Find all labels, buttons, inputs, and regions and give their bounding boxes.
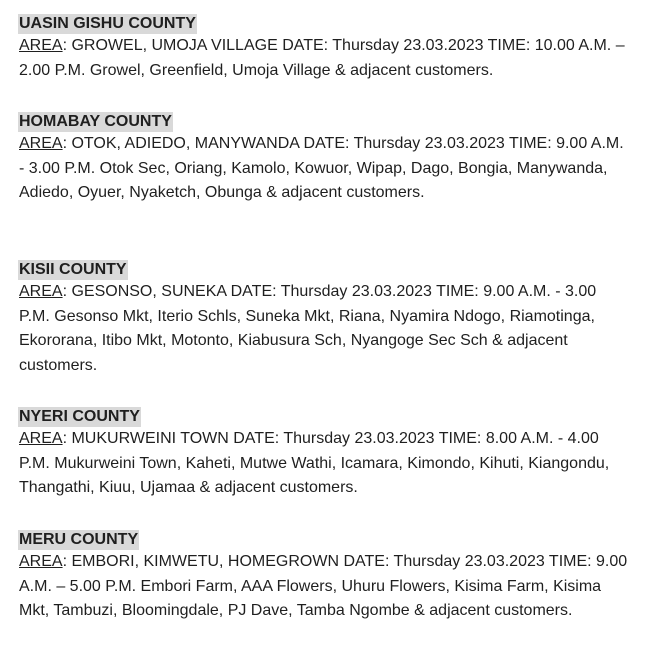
area-label: AREA — [19, 135, 63, 152]
area-label: AREA — [19, 553, 63, 570]
section-uasin-gishu — [19, 14, 629, 83]
section-text: : GROWEL, UMOJA VILLAGE DATE: Thursday 23.03.2023 TIME: 10.00 A.M. – 2.00 P.M. Growel, Greenfield, Umoja Village & adjacent customers. — [19, 37, 625, 79]
section-text: : EMBORI, KIMWETU, HOMEGROWN DATE: Thursday 23.03.2023 TIME: 9.00 A.M. – 5.00 P.M. Embori Farm, AAA Flowers, Uhuru Flowers, Kisima Farm, Kisima Mkt, Tambuzi, Bloomingdale, PJ Dave, Tamba Ngombe & adjacent customers. — [19, 553, 628, 619]
area-label: AREA — [19, 283, 63, 300]
county-heading: KISII COUNTY — [19, 261, 127, 278]
section-body — [19, 34, 629, 83]
section-text: : OTOK, ADIEDO, MANYWANDA DATE: Thursday 23.03.2023 TIME: 9.00 A.M. - 3.00 P.M. Otok Sec, Oriang, Kamolo, Kowuor, Wipap, Dago, Bongia, Manywanda, Adiedo, Oyuer, Nyaketch, Obunga & adjacent customers. — [19, 135, 624, 201]
section-nyeri — [19, 407, 629, 501]
county-heading: UASIN GISHU COUNTY — [19, 15, 196, 32]
section-kisii — [19, 260, 629, 378]
area-label: AREA — [19, 430, 63, 447]
section-text: : GESONSO, SUNEKA DATE: Thursday 23.03.2023 TIME: 9.00 A.M. - 3.00 P.M. Gesonso Mkt, Iterio Schls, Suneka Mkt, Riana, Nyamira Ndogo, Riamotinga, Ekororana, Itibo Mkt, Motonto, Kiabusura Sch, Nyangoge Sec Sch & adjacent customers. — [19, 283, 597, 374]
section-body — [19, 132, 629, 206]
section-meru — [19, 530, 629, 624]
section-body — [19, 550, 629, 624]
area-label: AREA — [19, 37, 63, 54]
county-heading: HOMABAY COUNTY — [19, 113, 172, 130]
section-text: : MUKURWEINI TOWN DATE: Thursday 23.03.2023 TIME: 8.00 A.M. - 4.00 P.M. Mukurweini Town, Kaheti, Mutwe Wathi, Icamara, Kimondo, Kihuti, Kiangondu, Thangathi, Kiuu, Ujamaa & adjacent customers. — [19, 430, 610, 496]
county-heading: NYERI COUNTY — [19, 408, 140, 425]
section-homabay — [19, 112, 629, 206]
county-heading: MERU COUNTY — [19, 531, 139, 548]
section-body — [19, 280, 629, 378]
section-body — [19, 427, 629, 501]
